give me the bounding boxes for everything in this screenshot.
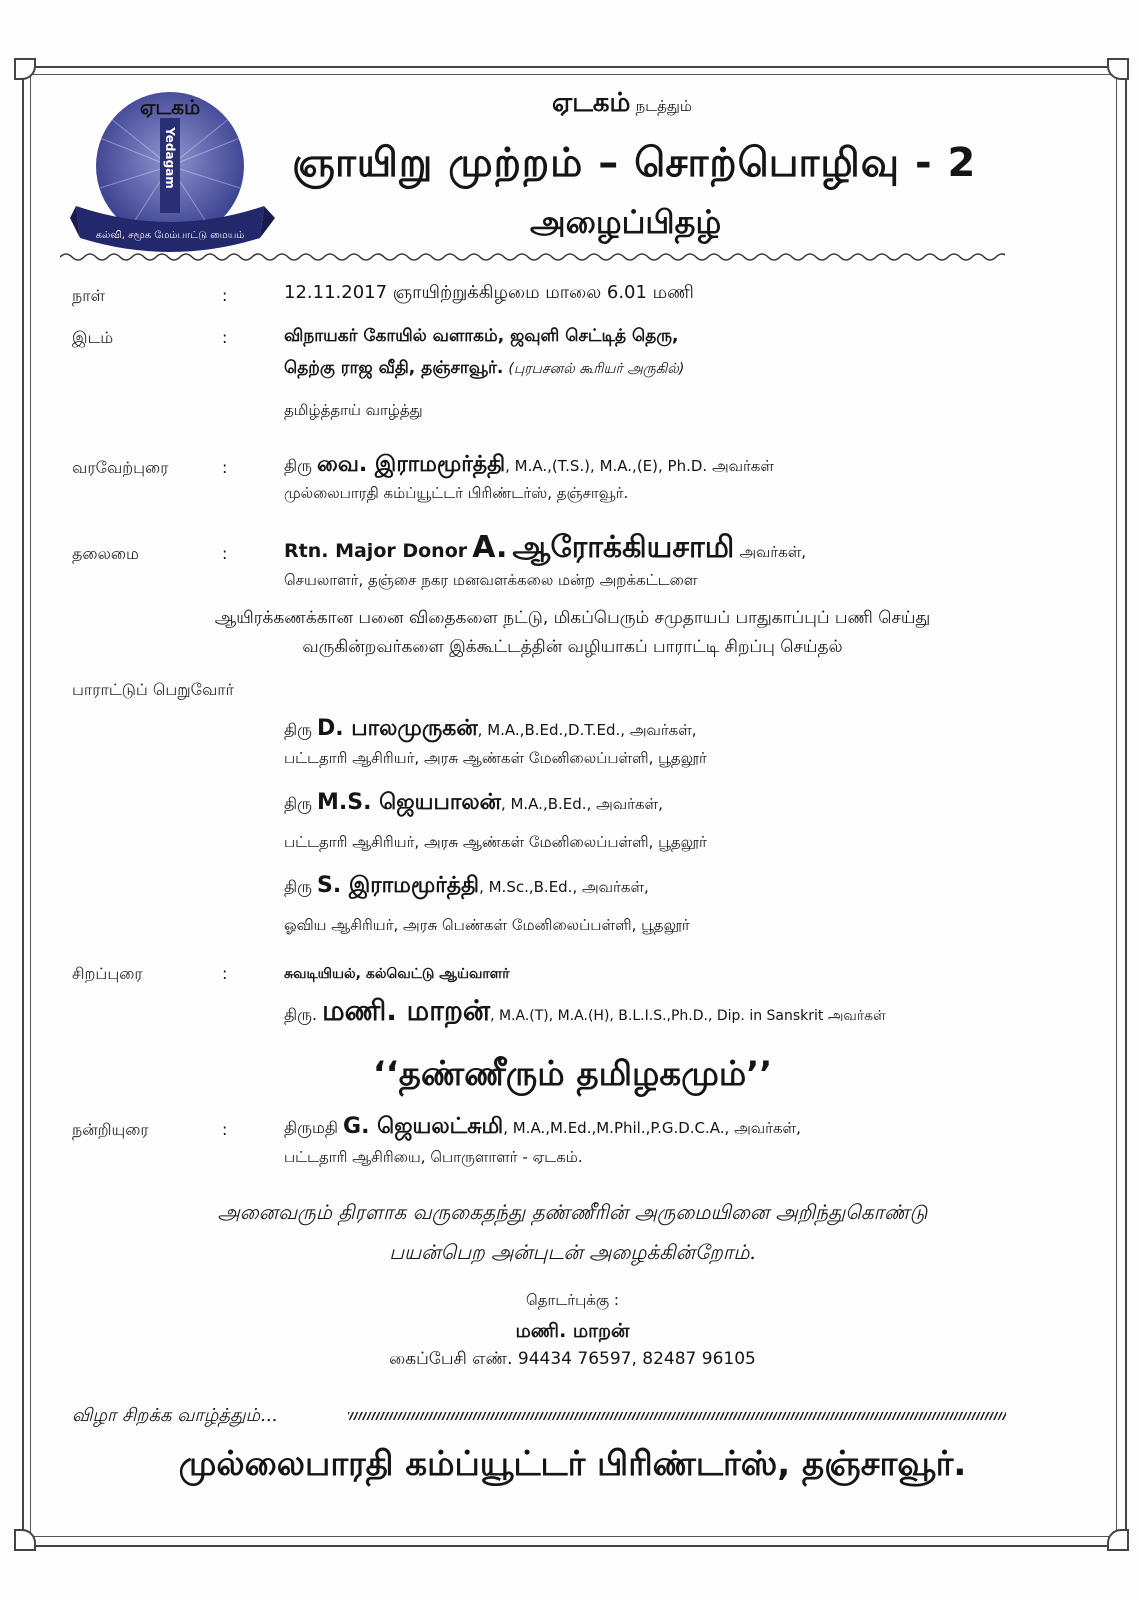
logo-top-text: ஏடகம் bbox=[139, 95, 201, 119]
honoree-2 bbox=[284, 790, 663, 818]
wavy-divider bbox=[60, 250, 1005, 264]
honoree-1 bbox=[284, 716, 697, 744]
date-value: 12.11.2017 ஞாயிற்றுக்கிழமை மாலை 6.01 மணி bbox=[284, 282, 694, 303]
welcome-name: வை. இராமமூர்த்தி bbox=[317, 452, 506, 477]
welcome-degrees: , M.A.,(T.S.), M.A.,(E), Ph.D. அவர்கள் bbox=[505, 457, 774, 475]
thanks-prefix: திருமதி bbox=[284, 1118, 338, 1137]
venue-line1: விநாயகர் கோயில் வளாகம், ஜவுளி செட்டித் தெரு, bbox=[284, 326, 679, 346]
welcome-speaker bbox=[284, 452, 774, 480]
chair-affiliation: செயலாளர், தஞ்சை நகர மனவளக்கலை மன்ற அறக்கட்டளை bbox=[284, 571, 698, 589]
venue-note: (புரபசனல் கூரியர் அருகில்) bbox=[508, 361, 685, 377]
welcome-prefix: திரு bbox=[284, 456, 312, 475]
invitation-line1: அனைவரும் திரளாக வருகைதந்து தண்ணீரின் அருமையினை அறிந்துகொண்டு bbox=[217, 1200, 928, 1224]
honor-statement-line1: ஆயிரக்கணக்கான பனை விதைகளை நட்டு, மிகப்பெரும் சமுதாயப் பாதுகாப்புப் பணி செய்து bbox=[214, 608, 931, 628]
yedagam-logo bbox=[70, 88, 275, 258]
invocation: தமிழ்த்தாய் வாழ்த்து bbox=[284, 401, 423, 419]
date-label: நாள் bbox=[72, 286, 106, 305]
honoree-name: M.S. ஜெயபாலன் bbox=[317, 790, 501, 815]
thanks-speaker bbox=[284, 1114, 801, 1142]
honoree-3 bbox=[284, 873, 649, 901]
page-subtitle: அழைப்பிதழ் bbox=[530, 203, 722, 241]
honoree-prefix: திரு bbox=[284, 877, 312, 896]
chair-prefix: Rtn. Major Donor bbox=[284, 540, 468, 562]
honoree-degrees: , M.A.,B.Ed., அவர்கள், bbox=[500, 795, 663, 813]
colon: : bbox=[222, 964, 228, 983]
thanks-degrees: , M.A.,M.Ed.,M.Phil.,P.G.D.C.A., அவர்கள், bbox=[503, 1119, 801, 1137]
chair-suffix: அவர்கள், bbox=[739, 543, 807, 561]
special-role: சுவடியியல், கல்வெட்டு ஆய்வாளர் bbox=[284, 966, 510, 982]
contact-name: மணி. மாறன் bbox=[515, 1320, 630, 1342]
honoree-name: S. இராமமூர்த்தி bbox=[317, 873, 480, 898]
org-heading bbox=[552, 88, 692, 121]
honor-statement-line2: வருகின்றவர்களை இக்கூட்டத்தின் வழியாகப் பாராட்டி சிறப்பு செய்தல் bbox=[302, 637, 843, 657]
colon: : bbox=[222, 328, 228, 347]
welcome-label: வரவேற்புரை bbox=[72, 458, 169, 477]
thanks-affiliation: பட்டதாரி ஆசிரியை, பொருளாளர் - ஏடகம். bbox=[284, 1148, 583, 1166]
thanks-label: நன்றியுரை bbox=[72, 1120, 149, 1139]
colon: : bbox=[222, 1120, 228, 1139]
contact-phone: கைப்பேசி எண். 94434 76597, 82487 96105 bbox=[389, 1349, 756, 1369]
greeting-text: விழா சிறக்க வாழ்த்தும்... bbox=[72, 1405, 278, 1426]
colon: : bbox=[222, 458, 228, 477]
colon: : bbox=[222, 544, 228, 563]
colon: : bbox=[222, 286, 228, 305]
chair-speaker bbox=[284, 530, 806, 569]
special-name: மணி. மாறன் bbox=[322, 994, 491, 1027]
logo-ribbon-text: கல்வி, சமூக மேம்பாட்டு மையம் bbox=[95, 230, 245, 241]
chair-name: ஆரோக்கியசாமி bbox=[512, 530, 735, 565]
special-speaker bbox=[284, 994, 886, 1031]
honoree-degrees: , M.Sc.,B.Ed., அவர்கள், bbox=[479, 878, 649, 896]
speech-topic: ‘‘தண்ணீரும் தமிழகமும்’’ bbox=[372, 1054, 773, 1094]
logo-vertical-text: Yedagam bbox=[163, 127, 177, 189]
honorees-label: பாராட்டுப் பெறுவோர் bbox=[72, 680, 235, 699]
hatched-rule bbox=[348, 1412, 1006, 1420]
org-name: ஏடகம் bbox=[552, 88, 631, 118]
venue-label: இடம் bbox=[72, 328, 114, 347]
honoree-prefix: திரு bbox=[284, 720, 312, 739]
border-corner bbox=[1107, 1529, 1129, 1551]
special-degrees: , M.A.(T), M.A.(H), B.L.I.S.,Ph.D., Dip. in Sanskrit அவர்கள் bbox=[490, 1008, 886, 1024]
special-label: சிறப்புரை bbox=[72, 964, 143, 983]
welcome-affiliation: முல்லைபாரதி கம்ப்யூட்டர் பிரிண்டர்ஸ், தஞ்சாவூர். bbox=[284, 484, 629, 502]
thanks-name: G. ஜெயலட்சுமி bbox=[343, 1114, 504, 1139]
honoree-prefix: திரு bbox=[284, 794, 312, 813]
page-title: ஞாயிறு முற்றம் – சொற்பொழிவு - 2 bbox=[292, 140, 977, 186]
chair-label: தலைமை bbox=[72, 544, 139, 563]
footer-printer: முல்லைபாரதி கம்ப்யூட்டர் பிரிண்டர்ஸ், தஞ்சாவூர். bbox=[178, 1444, 967, 1484]
honoree-affiliation: ஓவிய ஆசிரியர், அரசு பெண்கள் மேனிலைப்பள்ளி, பூதலூர் bbox=[284, 916, 690, 934]
venue-line2: தெற்கு ராஜ வீதி, தஞ்சாவூர். bbox=[284, 358, 504, 378]
venue-line2-row bbox=[284, 358, 684, 380]
invitation-line2: பயன்பெற அன்புடன் அழைக்கின்றோம். bbox=[389, 1240, 756, 1264]
chair-initial: A. bbox=[472, 530, 508, 565]
honoree-affiliation: பட்டதாரி ஆசிரியர், அரசு ஆண்கள் மேனிலைப்பள்ளி, பூதலூர் bbox=[284, 833, 707, 851]
org-suffix: நடத்தும் bbox=[635, 97, 692, 115]
honoree-name: D. பாலமுருகன் bbox=[317, 716, 478, 741]
honoree-affiliation: பட்டதாரி ஆசிரியர், அரசு ஆண்கள் மேனிலைப்பள்ளி, பூதலூர் bbox=[284, 749, 707, 767]
honoree-degrees: , M.A.,B.Ed.,D.T.Ed., அவர்கள், bbox=[477, 721, 697, 739]
special-prefix: திரு. bbox=[284, 1005, 318, 1024]
contact-label: தொடர்புக்கு : bbox=[526, 1291, 619, 1309]
